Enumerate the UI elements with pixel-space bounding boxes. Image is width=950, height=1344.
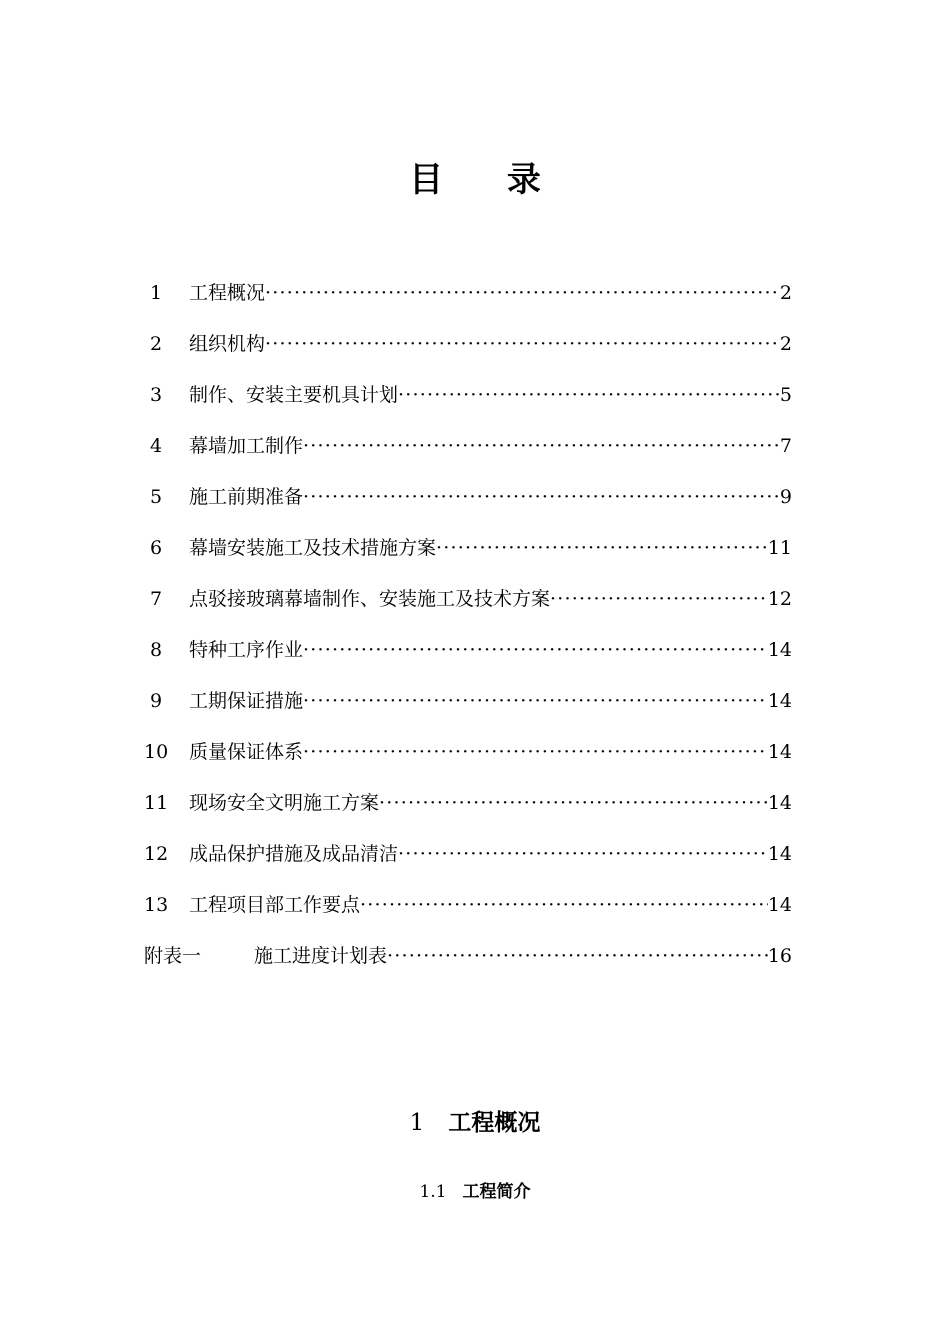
toc-entry-label: 幕墙加工制作 xyxy=(189,435,304,457)
toc-leader-dots xyxy=(303,427,780,465)
toc-entry-number: 4 xyxy=(150,435,163,457)
toc-entry-page: 2 xyxy=(779,333,792,355)
toc-entry[interactable] xyxy=(144,886,792,937)
toc-entry-page: 7 xyxy=(779,435,792,457)
toc-entry-label: 组织机构 xyxy=(189,333,266,355)
toc-entry-number: 11 xyxy=(144,792,169,814)
toc-entry-number: 10 xyxy=(144,741,169,763)
toc-entry[interactable] xyxy=(144,376,792,427)
section-number: 1 xyxy=(409,1110,425,1136)
toc-entry-page: 14 xyxy=(767,792,792,814)
toc-entry[interactable] xyxy=(144,733,792,784)
toc-leader-dots xyxy=(303,631,768,669)
toc-entry-label: 工程项目部工作要点 xyxy=(189,894,361,916)
toc-entry-page: 16 xyxy=(767,945,792,967)
toc-entry-number: 5 xyxy=(150,486,163,508)
toc-leader-dots xyxy=(398,835,768,873)
toc-entry-page: 14 xyxy=(767,894,792,916)
toc-entry-number: 2 xyxy=(150,333,163,355)
toc-entry-number: 13 xyxy=(144,894,169,916)
toc-leader-dots xyxy=(303,478,780,516)
toc-entry-page: 14 xyxy=(767,639,792,661)
toc-leader-dots xyxy=(387,937,768,975)
toc-leader-dots xyxy=(550,580,768,618)
toc-entry[interactable] xyxy=(144,529,792,580)
section-title: 工程概况 xyxy=(448,1110,541,1136)
toc-entry-number: 3 xyxy=(150,384,163,406)
toc-entry-number: 7 xyxy=(150,588,163,610)
toc-entry-label: 成品保护措施及成品清洁 xyxy=(189,843,399,865)
toc-entry[interactable] xyxy=(144,274,792,325)
toc-entry-label: 质量保证体系 xyxy=(189,741,304,763)
subsection-title: 工程简介 xyxy=(462,1182,531,1202)
toc-entry-label: 施工前期准备 xyxy=(189,486,304,508)
toc-entry-label: 现场安全文明施工方案 xyxy=(189,792,380,814)
toc-entry-page: 14 xyxy=(767,843,792,865)
subsection-heading xyxy=(0,1178,950,1206)
toc-entry-label: 幕墙安装施工及技术措施方案 xyxy=(189,537,437,559)
subsection-number: 1.1 xyxy=(419,1182,447,1202)
toc-entry-label: 制作、安装主要机具计划 xyxy=(189,384,399,406)
toc-title: 目 录 xyxy=(409,160,567,200)
toc-entry[interactable] xyxy=(144,478,792,529)
toc-leader-dots xyxy=(303,733,768,771)
toc-leader-dots xyxy=(379,784,768,822)
toc-entry[interactable] xyxy=(144,631,792,682)
toc-leader-dots xyxy=(265,325,780,363)
toc-entry[interactable] xyxy=(144,682,792,733)
toc-entry-label: 特种工序作业 xyxy=(189,639,304,661)
toc-leader-dots xyxy=(265,274,780,312)
toc-entry-number: 9 xyxy=(150,690,163,712)
toc-entry[interactable] xyxy=(144,325,792,376)
toc-entry-page: 9 xyxy=(779,486,792,508)
toc-entry-page: 5 xyxy=(779,384,792,406)
toc-entry-page: 11 xyxy=(767,537,792,559)
toc-entry-number: 8 xyxy=(150,639,163,661)
toc-entry-number: 附表一 xyxy=(144,945,202,967)
toc-entry[interactable] xyxy=(144,784,792,835)
toc-entry-label: 工期保证措施 xyxy=(189,690,304,712)
toc-entry-page: 2 xyxy=(779,282,792,304)
toc-leader-dots xyxy=(303,682,768,720)
toc-leader-dots xyxy=(436,529,768,567)
toc-entry-page: 12 xyxy=(767,588,792,610)
toc-entry-label: 点驳接玻璃幕墙制作、安装施工及技术方案 xyxy=(189,588,551,610)
toc-entry-page: 14 xyxy=(767,741,792,763)
toc-entry-number: 12 xyxy=(144,843,169,865)
toc-entry-label: 施工进度计划表 xyxy=(254,945,388,967)
toc-entry-page: 14 xyxy=(767,690,792,712)
toc-list xyxy=(144,274,792,988)
toc-entry[interactable] xyxy=(144,937,792,988)
toc-entry-number: 6 xyxy=(150,537,163,559)
toc-leader-dots xyxy=(398,376,780,414)
section-heading xyxy=(0,1103,950,1143)
toc-entry[interactable] xyxy=(144,835,792,886)
toc-entry[interactable] xyxy=(144,427,792,478)
toc-entry-label: 工程概况 xyxy=(189,282,266,304)
toc-entry[interactable] xyxy=(144,580,792,631)
toc-entry-number: 1 xyxy=(150,282,163,304)
toc-leader-dots xyxy=(360,886,768,924)
